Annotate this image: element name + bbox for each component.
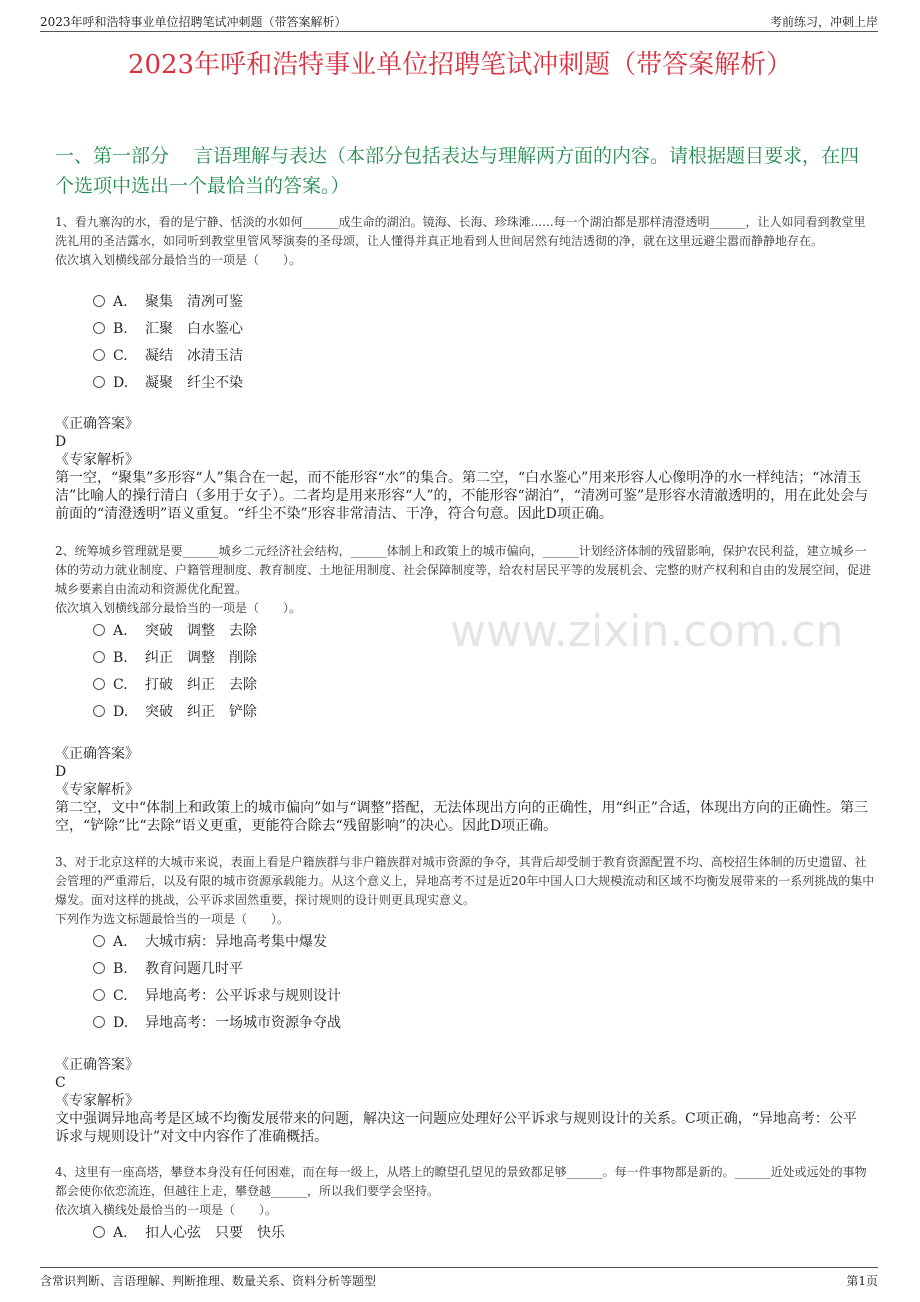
question-stem: 4、这里有一座高塔，攀登本身没有任何困难，而在每一级上，从塔上的瞭望孔望见的景致都足够______。每一件事物都是新的。______近处或远处的事物都会使你依恋流连，但越往上走，攀登越______，所以我们要学会坚持。 xyxy=(55,1165,867,1198)
question-3-options xyxy=(93,929,341,1037)
option-b[interactable]: B. 教育问题几时平 xyxy=(93,956,341,983)
page-number: 第1页 xyxy=(846,1274,878,1288)
question-1-answer xyxy=(55,415,870,523)
radio-icon[interactable] xyxy=(93,935,105,947)
radio-icon[interactable] xyxy=(93,322,105,334)
question-2-options xyxy=(93,618,257,726)
question-4 xyxy=(55,1163,875,1220)
radio-icon[interactable] xyxy=(93,651,105,663)
option-b[interactable]: B. 汇聚 白水鉴心 xyxy=(93,316,243,343)
answer-label: 《正确答案》 xyxy=(55,1057,139,1073)
analysis-text: 第二空，文中“体制上和政策上的城市偏向”如与“调整”搭配，无法体现出方向的正确性，用“纠正”合适，体现出方向的正确性。第三空，“铲除”比“去除”语义更重，更能符合除去“残留影响”的决心。因此D项正确。 xyxy=(55,800,868,834)
radio-icon[interactable] xyxy=(93,678,105,690)
header-doc-title: 2023年呼和浩特事业单位招聘笔试冲刺题（带答案解析） xyxy=(40,15,347,29)
answer-value: C xyxy=(55,1075,66,1091)
answer-value: D xyxy=(55,764,67,780)
option-a[interactable]: A. 扣人心弦 只要 快乐 xyxy=(93,1220,285,1247)
question-prompt: 下列作为选文标题最恰当的一项是（ ）。 xyxy=(55,912,290,926)
question-1-options xyxy=(93,289,243,397)
option-c[interactable]: C. 凝结 冰清玉洁 xyxy=(93,343,243,370)
option-a[interactable]: A. 大城市病：异地高考集中爆发 xyxy=(93,929,341,956)
radio-icon[interactable] xyxy=(93,376,105,388)
question-prompt: 依次填入横线处最恰当的一项是（ ）。 xyxy=(55,1203,278,1217)
option-d[interactable]: D. 凝聚 纤尘不染 xyxy=(93,370,243,397)
analysis-text: 第一空，“聚集”多形容“人”集合在一起，而不能形容“水”的集合。第二空，“白水鉴心”用来形容人心像明净的水一样纯洁；“冰清玉洁”比喻人的操行清白（多用于女子）。二者均是用来形容“人”的，不能形容“湖泊”，“清冽可鉴”是形容水清澈透明的，用在此处会与前面的“清澄透明”语义重复。“纤尘不染”形容非常清洁、干净，符合句意。因此D项正确。 xyxy=(55,470,869,522)
analysis-text: 文中强调异地高考是区域不均衡发展带来的问题，解决这一问题应处理好公平诉求与规则设计的关系。C项正确，“异地高考：公平诉求与规则设计”对文中内容作了准确概括。 xyxy=(55,1111,857,1145)
analysis-label: 《专家解析》 xyxy=(55,782,139,798)
question-stem: 1、看九寨沟的水，看的是宁静、恬淡的水如何______成生命的湖泊。镜海、长海、珍珠滩......每一个湖泊都是那样清澄透明______，让人如同看到教堂里洗礼用的圣洁露水，如同听到教堂里管风琴演奏的圣母颂，让人懂得并真正地看到人世间居然有纯洁透彻的净，就在这里远避尘嚣而静静地存在。 xyxy=(55,215,866,248)
question-4-options xyxy=(93,1220,285,1247)
radio-icon[interactable] xyxy=(93,705,105,717)
question-stem: 2、统筹城乡管理就是要______城乡二元经济社会结构，______体制上和政策上的城市偏向，______计划经济体制的残留影响，保护农民利益，建立城乡一体的劳动力就业制度、户籍管理制度、教育制度、土地征用制度、社会保障制度等，给农村居民平等的发展机会、完整的财产权利和自由的发展空间，促进城乡要素自由流动和资源优化配置。 xyxy=(55,544,872,596)
radio-icon[interactable] xyxy=(93,624,105,636)
question-3-answer xyxy=(55,1056,870,1146)
page-footer xyxy=(40,1267,878,1290)
question-2 xyxy=(55,542,875,618)
question-stem: 3、对于北京这样的大城市来说，表面上看是户籍族群与非户籍族群对城市资源的争夺，其背后却受制于教育资源配置不均、高校招生体制的历史遗留、社会管理的严重滞后，以及有限的城市资源承载能力。从这个意义上，异地高考不过是近20年中国人口大规模流动和区域不均衡发展带来的一系列挑战的集中爆发。面对这样的挑战，公平诉求固然重要，探讨规则的设计则更具现实意义。 xyxy=(55,855,875,907)
radio-icon[interactable] xyxy=(93,1016,105,1028)
option-a[interactable]: A. 聚集 清冽可鉴 xyxy=(93,289,243,316)
option-d[interactable]: D. 异地高考：一场城市资源争夺战 xyxy=(93,1010,341,1037)
watermark: www.zixin.com.cn xyxy=(450,606,844,657)
option-c[interactable]: C. 打破 纠正 去除 xyxy=(93,672,257,699)
analysis-label: 《专家解析》 xyxy=(55,1093,139,1109)
answer-value: D xyxy=(55,434,67,450)
analysis-label: 《专家解析》 xyxy=(55,452,139,468)
question-3 xyxy=(55,853,875,929)
answer-label: 《正确答案》 xyxy=(55,746,139,762)
section-heading: 一、第一部分 言语理解与表达（本部分包括表达与理解两方面的内容。请根据题目要求，在四个选项中选出一个最恰当的答案。） xyxy=(55,145,860,197)
question-prompt: 依次填入划横线部分最恰当的一项是（ ）。 xyxy=(55,601,302,615)
option-a[interactable]: A. 突破 调整 去除 xyxy=(93,618,257,645)
radio-icon[interactable] xyxy=(93,295,105,307)
radio-icon[interactable] xyxy=(93,989,105,1001)
header-slogan: 考前练习，冲刺上岸 xyxy=(769,15,878,29)
option-c[interactable]: C. 异地高考：公平诉求与规则设计 xyxy=(93,983,341,1010)
radio-icon[interactable] xyxy=(93,962,105,974)
radio-icon[interactable] xyxy=(93,1226,105,1238)
page-header xyxy=(40,9,878,32)
option-b[interactable]: B. 纠正 调整 削除 xyxy=(93,645,257,672)
option-d[interactable]: D. 突破 纠正 铲除 xyxy=(93,699,257,726)
question-1 xyxy=(55,213,875,270)
answer-label: 《正确答案》 xyxy=(55,416,139,432)
question-prompt: 依次填入划横线部分最恰当的一项是（ ）。 xyxy=(55,253,302,267)
radio-icon[interactable] xyxy=(93,349,105,361)
footer-topics: 含常识判断、言语理解、判断推理、数量关系、资料分析等题型 xyxy=(40,1274,377,1288)
question-2-answer xyxy=(55,745,870,835)
document-title: 2023年呼和浩特事业单位招聘笔试冲刺题（带答案解析） xyxy=(127,50,793,80)
